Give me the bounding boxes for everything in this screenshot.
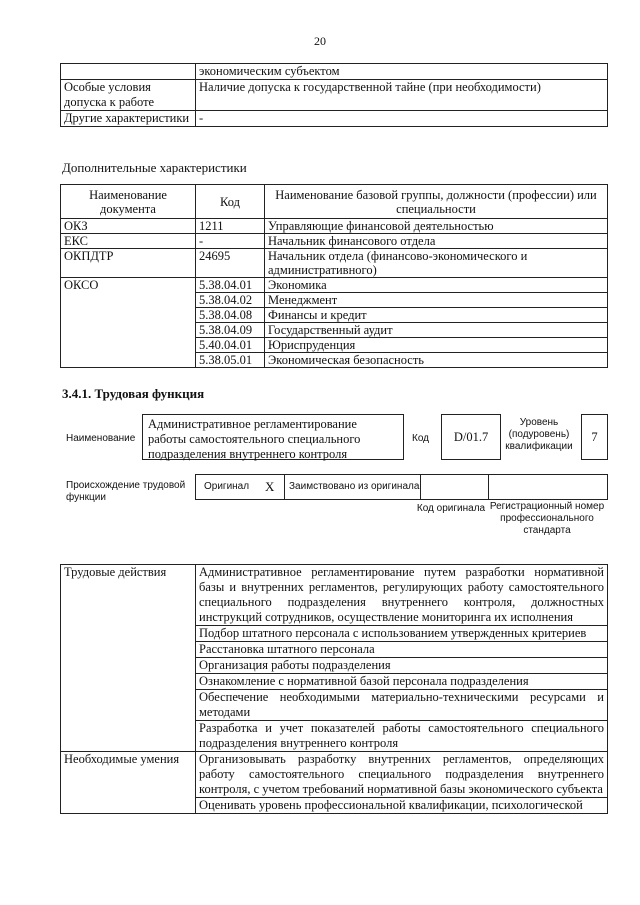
function-origin-label: Происхождение трудовой функции <box>66 480 186 503</box>
original-label: Оригинал <box>204 481 250 492</box>
table-cell-code: 5.38.04.02 <box>196 293 265 308</box>
labor-action: Расстановка штатного персонала <box>196 642 608 658</box>
original-code-label: Код оригинала <box>416 503 486 514</box>
table-cell-code: 5.40.04.01 <box>196 338 265 353</box>
header-name: Наименование базовой группы, должности (профессии) или специальности <box>265 185 608 219</box>
registration-number-label: Регистрационный номер профессионального стандарта <box>489 501 605 536</box>
function-code-label: Код <box>412 433 430 444</box>
table-cell-name: Экономика <box>265 278 608 293</box>
table-cell-code: 5.38.04.08 <box>196 308 265 323</box>
labor-action: Организация работы подразделения <box>196 658 608 674</box>
table-cell-code: - <box>196 234 265 249</box>
table-cell-code: 5.38.04.09 <box>196 323 265 338</box>
original-mark: X <box>265 479 275 494</box>
divider <box>284 475 285 499</box>
table-row <box>61 64 608 80</box>
table-cell-doc: ЕКС <box>61 234 196 249</box>
table-cell-code: 24695 <box>196 249 265 278</box>
table-cell-name: Начальник отдела (финансово-экономического и административного) <box>265 249 608 278</box>
required-skill: Оценивать уровень профессиональной квалификации, психологической <box>196 798 608 814</box>
table-row <box>61 752 608 798</box>
labor-action: Подбор штатного персонала с использованием утвержденных критериев <box>196 626 608 642</box>
origin-strip <box>195 474 608 500</box>
classification-table <box>60 184 608 368</box>
table-row <box>61 278 608 293</box>
table-cell-code: 1211 <box>196 219 265 234</box>
table-cell-code: 5.38.05.01 <box>196 353 265 368</box>
table-cell-name: Начальник финансового отдела <box>265 234 608 249</box>
labor-action: Разработка и учет показателей работы самостоятельного специального подразделения внутреннего контроля <box>196 721 608 752</box>
table-cell-doc: ОКПДТР <box>61 249 196 278</box>
conditions-table <box>60 63 608 127</box>
labor-action: Обеспечение необходимыми материально-техническими ресурсами и методами <box>196 690 608 721</box>
page-number: 20 <box>314 34 326 48</box>
table-cell-label: Другие характеристики <box>61 111 196 127</box>
table-cell-name: Юриспруденция <box>265 338 608 353</box>
table-cell-name: Государственный аудит <box>265 323 608 338</box>
divider <box>488 475 489 499</box>
table-cell-name: Управляющие финансовой деятельностью <box>265 219 608 234</box>
table-row <box>61 249 608 278</box>
table-cell-label <box>61 64 196 80</box>
required-skill: Организовывать разработку внутренних регламентов, определяющих работу самостоятельного специального подразделения внутреннего контроля, с учетом требований нормативной базы экономического субъекта <box>196 752 608 798</box>
table-row <box>61 80 608 111</box>
table-row <box>61 219 608 234</box>
function-name-label: Наименование <box>66 433 136 444</box>
table-cell-value: Наличие допуска к государственной тайне (при необходимости) <box>196 80 608 111</box>
borrowed-label: Заимствовано из оригинала <box>289 481 420 492</box>
table-header-row <box>61 185 608 219</box>
labor-action: Ознакомление с нормативной базой персонала подразделения <box>196 674 608 690</box>
table-cell-doc: ОКСО <box>61 278 196 368</box>
table-cell-name: Менеджмент <box>265 293 608 308</box>
table-cell-name: Экономическая безопасность <box>265 353 608 368</box>
additional-characteristics-heading: Дополнительные характеристики <box>62 160 247 175</box>
qualification-level-box: 7 <box>581 414 608 460</box>
labor-function-title: 3.4.1. Трудовая функция <box>62 386 205 401</box>
table-row <box>61 111 608 127</box>
header-code: Код <box>196 185 265 219</box>
divider <box>420 475 421 499</box>
qualification-level-label: Уровень (подуровень) квалификации <box>505 417 573 452</box>
function-name-box: Административное регламентирование работы самостоятельного специального подразделения внутреннего контроля <box>142 414 404 460</box>
table-cell-value: экономическим субъектом <box>196 64 608 80</box>
table-cell-doc: ОКЗ <box>61 219 196 234</box>
table-cell-name: Финансы и кредит <box>265 308 608 323</box>
table-row <box>61 234 608 249</box>
table-cell-code: 5.38.04.01 <box>196 278 265 293</box>
labor-actions-table <box>60 564 608 814</box>
labor-action: Административное регламентирование путем разработки нормативной базы и внутренних регламентов, регулирующих работу самостоятельного специального подразделения внутреннего контроля, должностных инструкций сотрудников, осуществление мониторинга их исполнения <box>196 565 608 626</box>
header-document: Наименование документа <box>61 185 196 219</box>
table-cell-label: Особые условия допуска к работе <box>61 80 196 111</box>
table-row <box>61 565 608 626</box>
function-code-box: D/01.7 <box>441 414 501 460</box>
labor-actions-label: Трудовые действия <box>61 565 196 752</box>
required-skills-label: Необходимые умения <box>61 752 196 814</box>
table-cell-value: - <box>196 111 608 127</box>
